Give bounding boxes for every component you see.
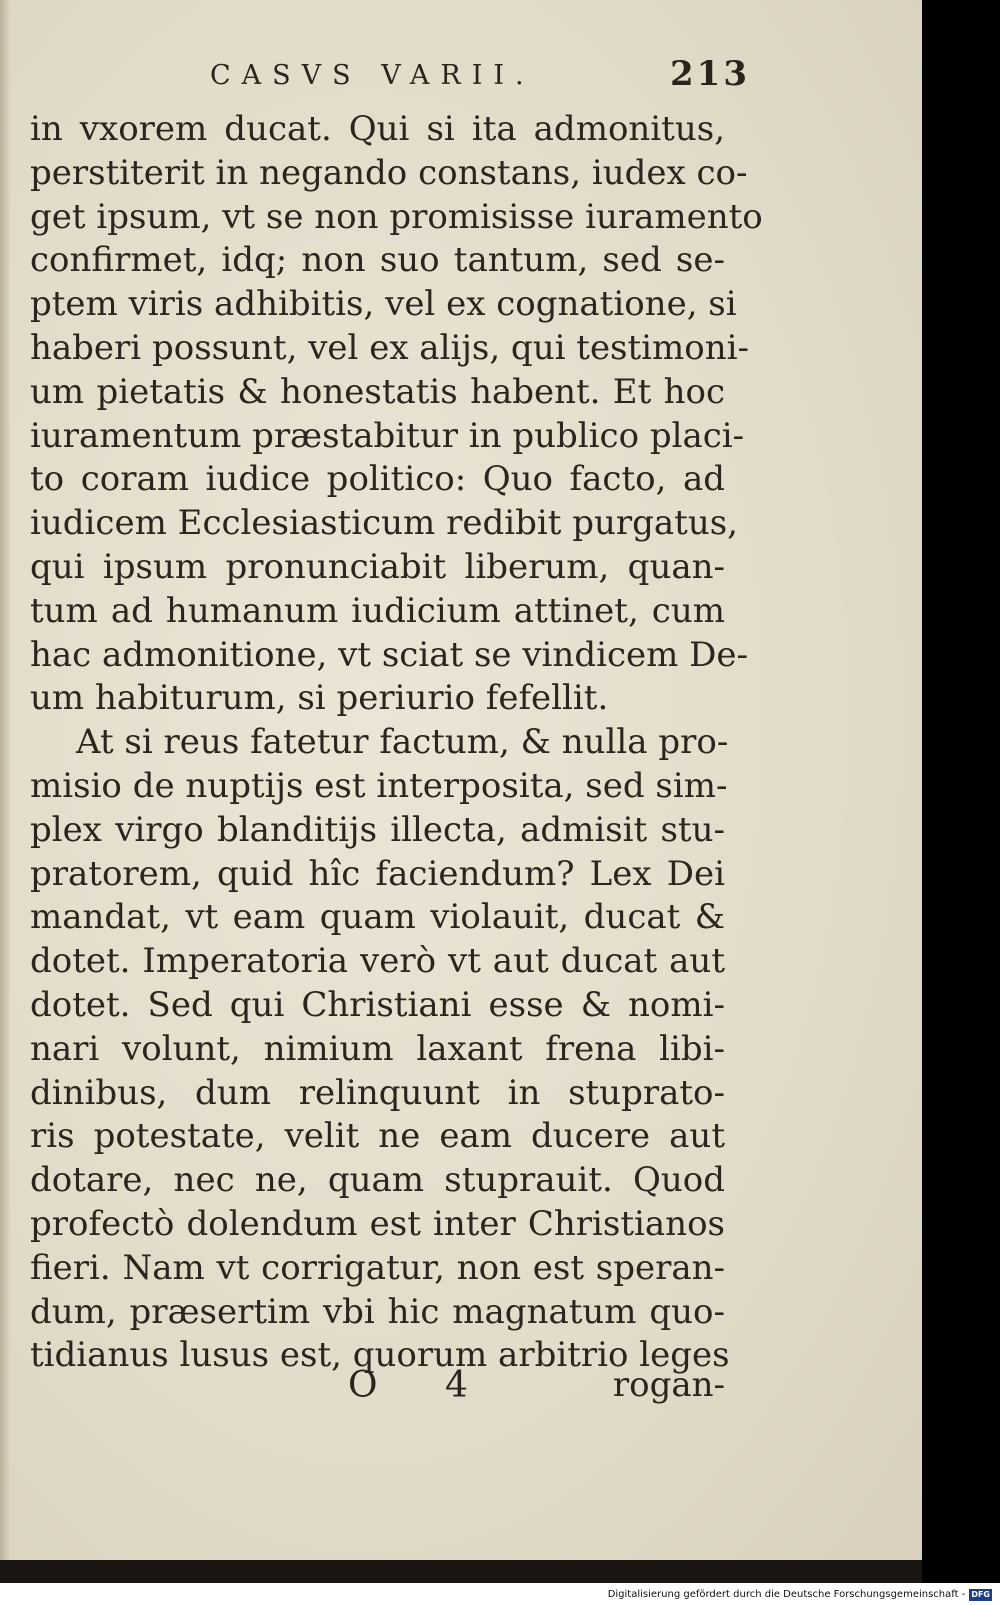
text-line: ptem viris adhibitis, vel ex cognatione, si bbox=[30, 284, 737, 325]
text-line-paragraph-start: At si reus fatetur factum, & nulla pro- bbox=[76, 722, 729, 763]
catchword: rogan- bbox=[612, 1365, 725, 1405]
text-line: to coram iudice politico: Quo facto, ad bbox=[30, 459, 725, 500]
dfg-logo: DFG bbox=[971, 1590, 990, 1599]
scan-background-right bbox=[922, 0, 1000, 1583]
text-line: confirmet, idq; non suo tantum, sed se- bbox=[30, 240, 725, 281]
signature-mark: O 4 bbox=[348, 1365, 496, 1406]
digitization-credit bbox=[608, 1588, 992, 1602]
text-line: tidianus lusus est, quorum arbitrio leges bbox=[30, 1335, 730, 1376]
text-line: tum ad humanum iudicium attinet, cum bbox=[30, 590, 725, 631]
text-line: dum, præsertim vbi hic magnatum quo- bbox=[30, 1291, 725, 1332]
text-line: perstiterit in negando constans, iudex co- bbox=[30, 152, 748, 193]
text-line: hac admonitione, vt sciat se vindicem De- bbox=[30, 634, 749, 675]
text-line: fieri. Nam vt corrigatur, non est speran- bbox=[30, 1247, 725, 1288]
text-line: get ipsum, vt se non promisisse iuramento bbox=[30, 196, 763, 237]
text-line: mandat, vt eam quam violauit, ducat & bbox=[30, 897, 725, 938]
credit-text: Digitalisierung gefördert durch die Deutsche Forschungsgemeinschaft - bbox=[607, 1589, 966, 1600]
text-line: qui ipsum pronunciabit liberum, quan- bbox=[30, 546, 725, 587]
running-title: CASVS VARII. bbox=[210, 60, 535, 91]
text-line: profectò dolendum est inter Christianos bbox=[30, 1203, 725, 1244]
page-edge-shadow bbox=[0, 0, 10, 1583]
page-header bbox=[210, 50, 750, 106]
text-line: nari volunt, nimium laxant frena libi- bbox=[30, 1028, 725, 1069]
scan-bottom-edge bbox=[0, 1560, 922, 1583]
page-number: 213 bbox=[670, 54, 750, 94]
text-line: plex virgo blanditijs illecta, admisit stu- bbox=[30, 809, 725, 850]
text-line: pratorem, quid hîc faciendum? Lex Dei bbox=[30, 853, 725, 894]
text-line: um habiturum, si periurio fefellit. bbox=[30, 678, 609, 719]
text-line: misio de nuptijs est interposita, sed sim- bbox=[30, 765, 728, 806]
text-line: ris potestate, velit ne eam ducere aut bbox=[30, 1116, 725, 1157]
body-text bbox=[30, 108, 763, 1378]
text-line: dotet. Imperatoria verò vt aut ducat aut bbox=[30, 941, 725, 982]
text-line: dotet. Sed qui Christiani esse & nomi- bbox=[30, 984, 725, 1025]
text-line: um pietatis & honestatis habent. Et hoc bbox=[30, 371, 725, 412]
page-footer bbox=[30, 1365, 725, 1415]
text-line: dinibus, dum relinquunt in stuprato- bbox=[30, 1072, 725, 1113]
text-line: haberi possunt, vel ex alijs, qui testimoni- bbox=[30, 327, 750, 368]
text-line: iuramentum præstabitur in publico placi- bbox=[30, 415, 745, 456]
text-line: dotare, nec ne, quam stuprauit. Quod bbox=[30, 1160, 725, 1201]
text-line: in vxorem ducat. Qui si ita admonitus, bbox=[30, 109, 725, 149]
text-line: iudicem Ecclesiasticum redibit purgatus, bbox=[30, 503, 738, 544]
